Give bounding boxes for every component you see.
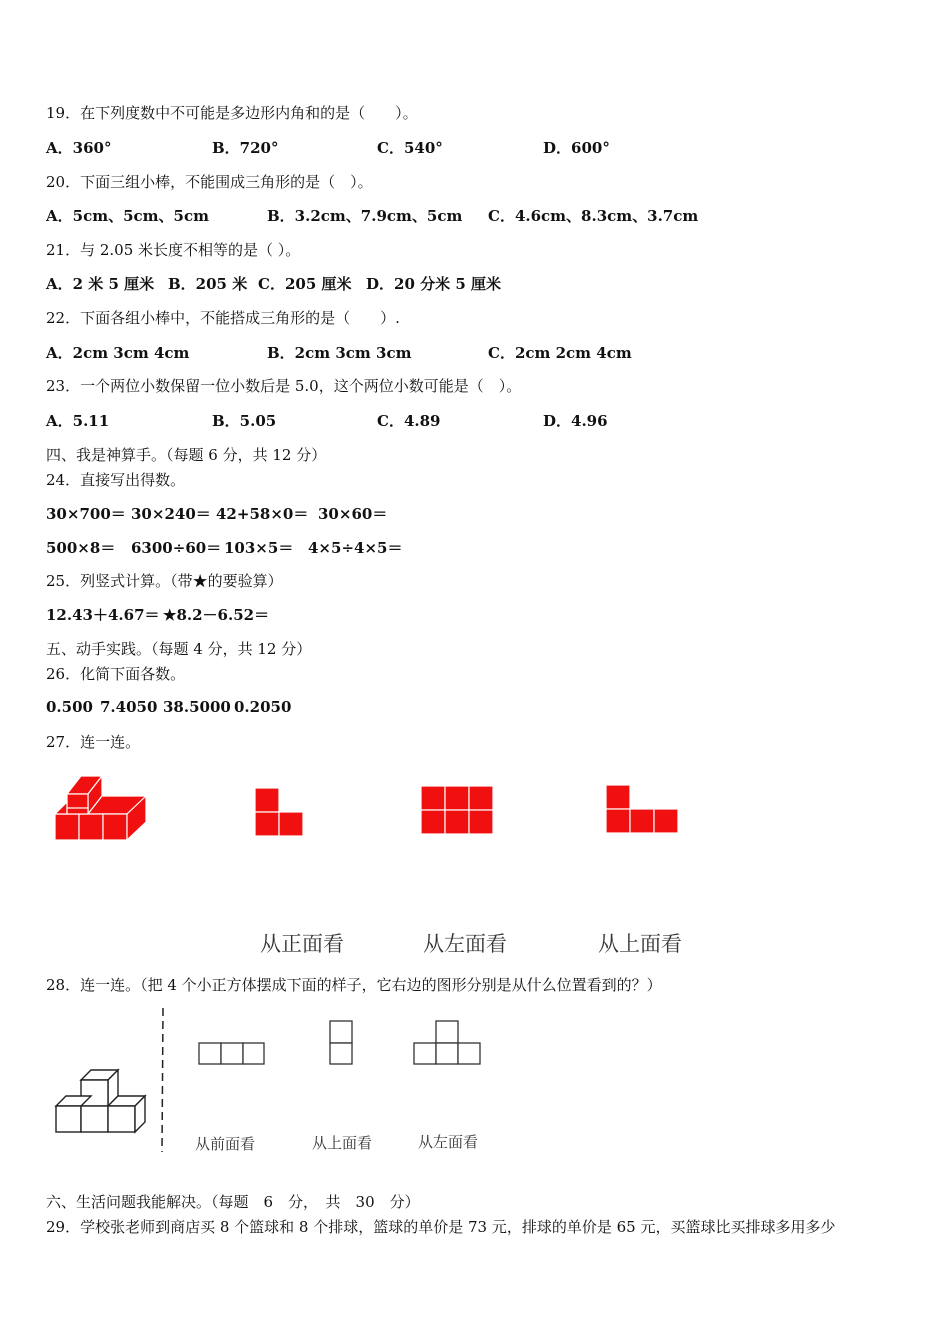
q25-stem: 25．列竖式计算。（带★的要验算）: [46, 572, 283, 590]
q28-label-top: 从上面看: [312, 1134, 373, 1152]
q20-option-b: B．3.2cm、7.9cm、5cm: [267, 207, 463, 225]
q28-stem: 28．连一连。（把 4 个小正方体摆成下面的样子，它右边的图形分别是从什么位置看到的？）: [46, 976, 662, 994]
q26-item: 7.4050: [100, 698, 158, 716]
q24-item: 4×5÷4×5＝: [308, 539, 403, 557]
q21-stem: 21．与 2.05 米长度不相等的是（ ）。: [46, 241, 301, 259]
q21-option-c: C．205 厘米: [258, 275, 352, 293]
q29-stem: 29．学校张老师到商店买 8 个篮球和 8 个排球，篮球的单价是 73 元，排球的单价是 65 元，买篮球比买排球多用多少: [46, 1218, 836, 1236]
q22-option-b: B．2cm 3cm 3cm: [267, 344, 412, 362]
q27-view-shape-1: [254, 787, 306, 837]
q28-cube-arrangement: [50, 1064, 150, 1136]
q24-item: 30×700＝: [46, 505, 126, 523]
q28-label-left: 从左面看: [418, 1133, 479, 1151]
q27-3d-red-blocks: [50, 768, 152, 848]
q26-stem: 26．化简下面各数。: [46, 665, 186, 683]
q19-option-d: D．600°: [543, 139, 610, 157]
q20-stem: 20．下面三组小棒，不能围成三角形的是（ ）。: [46, 173, 373, 191]
q27-label-top: 从上面看: [598, 932, 682, 956]
q20-option-c: C．4.6cm、8.3cm、3.7cm: [488, 207, 699, 225]
q28-label-front: 从前面看: [195, 1135, 256, 1153]
q25-item: ★8.2－6.52＝: [163, 606, 270, 624]
q24-item: 6300÷60＝: [131, 539, 222, 557]
q22-stem: 22．下面各组小棒中，不能搭成三角形的是（ ）.: [46, 309, 400, 327]
q28-dashed-divider: [158, 1008, 168, 1152]
q24-item: 42+58×0＝: [216, 505, 309, 523]
q24-item: 30×240＝: [131, 505, 211, 523]
q24-stem: 24．直接写出得数。: [46, 471, 186, 489]
q28-view-shape-2: [327, 1019, 355, 1067]
q19-stem: 19．在下列度数中不可能是多边形内角和的是（ ）。: [46, 104, 418, 122]
q19-option-a: A．360°: [46, 139, 112, 157]
q25-item: 12.43＋4.67＝: [46, 606, 160, 624]
q27-view-shape-2: [420, 785, 495, 837]
q28-view-shape-3: [412, 1019, 484, 1067]
section-4-heading: 四、我是神算手。（每题 6 分，共 12 分）: [46, 446, 327, 464]
q22-option-c: C．2cm 2cm 4cm: [488, 344, 632, 362]
q26-item: 38.5000: [163, 698, 231, 716]
q23-option-b: B．5.05: [212, 412, 277, 430]
q27-stem: 27．连一连。: [46, 733, 141, 751]
q22-option-a: A．2cm 3cm 4cm: [46, 344, 190, 362]
q21-option-b: B．205 米: [168, 275, 248, 293]
q21-option-d: D．20 分米 5 厘米: [366, 275, 501, 293]
q28-view-shape-1: [197, 1041, 267, 1067]
q23-stem: 23．一个两位小数保留一位小数后是 5.0，这个两位小数可能是（ ）。: [46, 377, 522, 395]
q19-option-c: C．540°: [377, 139, 443, 157]
section-5-heading: 五、动手实践。（每题 4 分，共 12 分）: [46, 640, 312, 658]
q24-item: 30×60＝: [318, 505, 388, 523]
q21-option-a: A．2 米 5 厘米: [46, 275, 155, 293]
q27-view-shape-3: [605, 784, 681, 836]
q23-option-c: C．4.89: [377, 412, 441, 430]
q24-item: 500×8＝: [46, 539, 116, 557]
q27-label-front: 从正面看: [260, 932, 344, 956]
q20-option-a: A．5cm、5cm、5cm: [46, 207, 209, 225]
q23-option-d: D．4.96: [543, 412, 608, 430]
q26-item: 0.2050: [234, 698, 292, 716]
q27-label-left: 从左面看: [423, 932, 507, 956]
q23-option-a: A．5.11: [46, 412, 110, 430]
q24-item: 103×5＝: [224, 539, 294, 557]
q26-item: 0.500: [46, 698, 93, 716]
q19-option-b: B．720°: [212, 139, 279, 157]
section-6-heading: 六、生活问题我能解决。（每题 6 分， 共 30 分）: [46, 1193, 420, 1211]
